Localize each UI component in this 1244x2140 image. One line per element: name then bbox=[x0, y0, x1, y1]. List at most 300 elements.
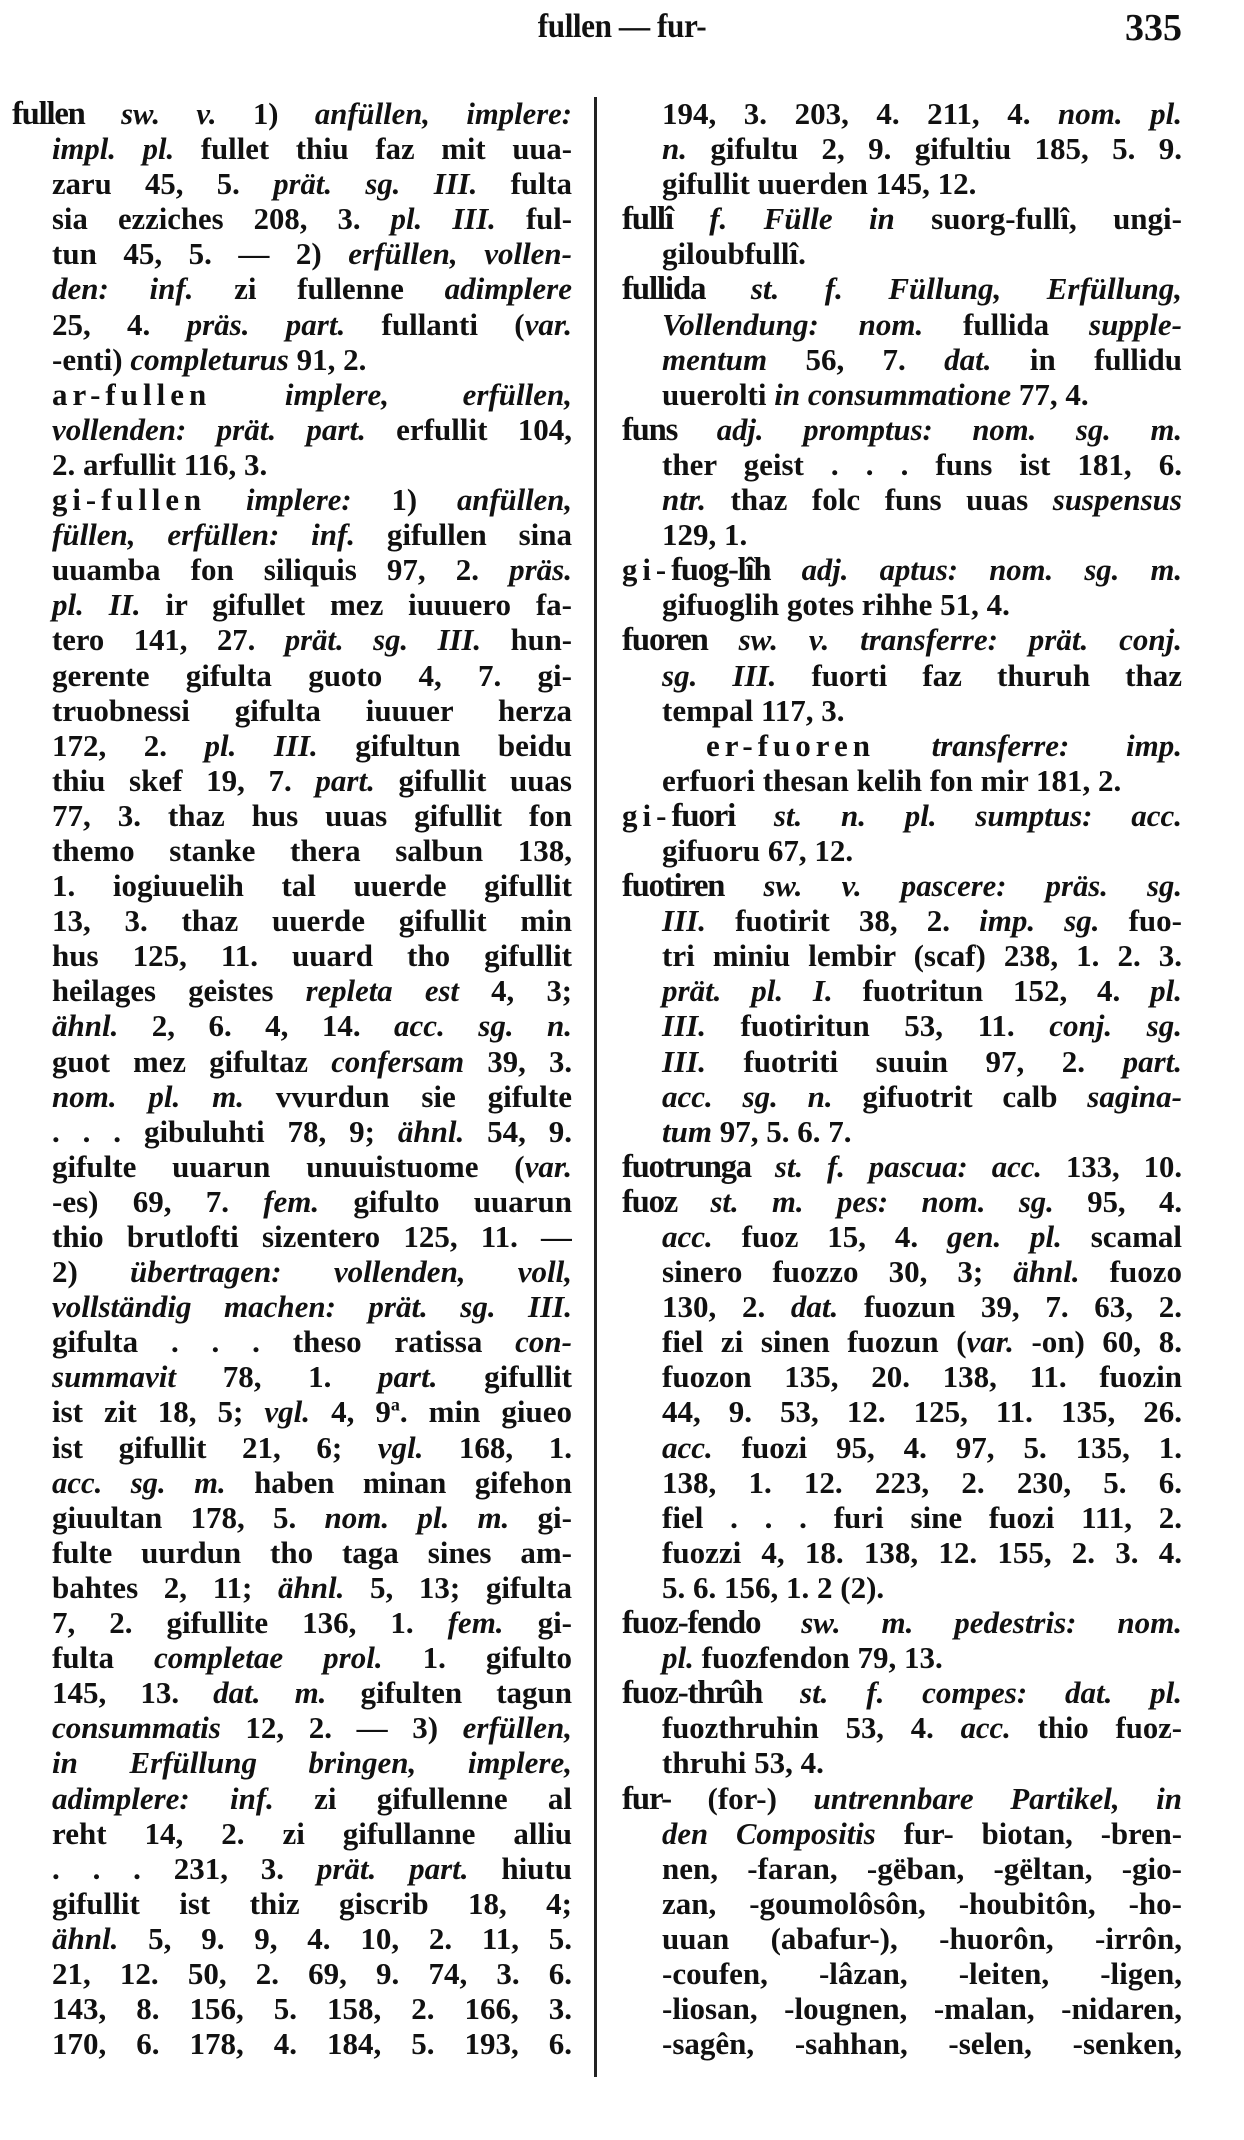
text: hun- bbox=[481, 623, 572, 658]
text: reht 14, 2. zi gifullanne alliu bbox=[52, 1815, 572, 1851]
entry-text-line bbox=[12, 1044, 572, 1079]
text: fuozun 39, 7. 63, 2. bbox=[838, 1289, 1182, 1325]
text: tero 141, 27. bbox=[52, 623, 285, 658]
italic-gloss: st. f. compes: dat. pl. bbox=[800, 1675, 1182, 1711]
text: thruhi 53, 4. bbox=[662, 1745, 824, 1781]
entry-text-line bbox=[622, 973, 1182, 1008]
text: nen, -faran, -gëban, -gëltan, -gio- bbox=[662, 1850, 1182, 1886]
entry-text-line bbox=[12, 728, 572, 763]
entry-text-line bbox=[12, 1289, 572, 1324]
italic-gloss: prät. pl. I. bbox=[662, 973, 833, 1009]
italic-gloss: st. m. pes: nom. sg. bbox=[710, 1184, 1054, 1219]
text: -sagên, -sahhan, -selen, -senken, bbox=[662, 2026, 1182, 2062]
italic-gloss: conj. sg. bbox=[1049, 1008, 1182, 1044]
entry-headword-line bbox=[622, 1149, 1182, 1184]
text: thaz folc funs uuas bbox=[705, 482, 1053, 518]
italic-gloss: n. bbox=[662, 131, 687, 167]
entry-text-line bbox=[622, 482, 1182, 517]
running-head: fullen — fur- bbox=[537, 8, 707, 45]
entry-text-line bbox=[12, 236, 572, 271]
text: fiel . . . furi sine fuozi 111, 2. bbox=[662, 1499, 1182, 1535]
entry-text-line bbox=[12, 1991, 572, 2026]
italic-gloss: acc. sg. n. bbox=[394, 1008, 572, 1044]
italic-gloss: adj. promptus: nom. sg. m. bbox=[716, 412, 1182, 447]
italic-gloss: nom. pl. m. bbox=[52, 1078, 244, 1114]
entry-text-line bbox=[12, 693, 572, 728]
text bbox=[735, 798, 774, 833]
italic-gloss: anfüllen, bbox=[456, 483, 572, 518]
text: suorg-fullî, ungi- bbox=[894, 201, 1182, 237]
text: fuozo bbox=[1079, 1254, 1182, 1290]
text: thiu skef 19, 7. bbox=[52, 762, 316, 798]
headword: fullî bbox=[622, 201, 673, 237]
entry-text-line bbox=[12, 1079, 572, 1114]
italic-gloss: implere: bbox=[245, 483, 352, 518]
text: fur- biotan, -bren- bbox=[875, 1816, 1182, 1851]
text bbox=[677, 413, 717, 447]
italic-gloss: adj. aptus: nom. sg. m. bbox=[801, 553, 1182, 588]
text: 44, 9. 53, 12. 125, 11. 135, 26. bbox=[662, 1394, 1182, 1430]
entry-text-line bbox=[622, 166, 1182, 201]
spaced-headword: gi- bbox=[622, 797, 672, 833]
italic-gloss: III. bbox=[662, 903, 706, 939]
text: fullet thiu faz mit uua- bbox=[174, 132, 572, 167]
italic-gloss: completae prol. bbox=[154, 1640, 383, 1676]
entry-text-line bbox=[12, 1465, 572, 1500]
text: fullida bbox=[923, 306, 1089, 342]
text: gifuotrit calb bbox=[832, 1078, 1088, 1114]
text: 5, 13; gifulta bbox=[344, 1569, 572, 1605]
entry-text-line bbox=[12, 1675, 572, 1710]
text: ir gifullet mez iuuuero fa- bbox=[140, 587, 572, 623]
entry-text-line bbox=[622, 131, 1182, 166]
italic-gloss: in Erfüllung bringen, implere, bbox=[52, 1745, 572, 1781]
text: gifullit uuerden 145, 12. bbox=[662, 166, 977, 202]
entry-text-line bbox=[12, 271, 572, 306]
italic-gloss: dat. bbox=[790, 1289, 839, 1325]
text: 138, 1. 12. 223, 2. 230, 5. 6. bbox=[662, 1464, 1182, 1500]
entry-text-line bbox=[12, 131, 572, 166]
italic-gloss: ähnl. bbox=[277, 1569, 345, 1605]
spaced-headword: er-fuoren bbox=[706, 727, 875, 763]
entry-headword-line bbox=[12, 96, 572, 131]
italic-gloss: repleta est bbox=[305, 974, 459, 1009]
entry-text-line bbox=[12, 166, 572, 201]
page-number: 335 bbox=[1125, 7, 1182, 49]
italic-gloss: acc. bbox=[960, 1711, 1011, 1746]
entry-text-line bbox=[12, 552, 572, 587]
headword: fuori bbox=[671, 797, 736, 833]
italic-gloss: ntr. bbox=[662, 482, 706, 518]
entry-text-line bbox=[622, 1886, 1182, 1921]
italic-gloss: ähnl. bbox=[397, 1113, 465, 1149]
headword: funs bbox=[622, 411, 678, 447]
entry-headword-line bbox=[622, 798, 1182, 833]
text: . min giueo bbox=[399, 1394, 572, 1430]
text: 78, 1. bbox=[176, 1359, 379, 1395]
text: 1. iogiuuelih tal uuerde gifullit bbox=[52, 868, 572, 904]
entry-text-line bbox=[622, 517, 1182, 552]
italic-gloss: prät. part. bbox=[316, 1850, 469, 1886]
text: gifultu 2, 9. gifultiu 185, 5. 9. bbox=[687, 131, 1182, 167]
text bbox=[708, 622, 739, 657]
italic-gloss: pl. bbox=[662, 1640, 694, 1676]
text: -enti) bbox=[52, 341, 131, 377]
text: 172, 2. bbox=[52, 727, 205, 763]
italic-gloss: supple- bbox=[1089, 306, 1182, 342]
italic-gloss: pl. III. bbox=[204, 727, 318, 763]
text: heilages geistes bbox=[52, 974, 306, 1009]
text: ful- bbox=[495, 202, 572, 237]
italic-gloss: präs. part. bbox=[186, 306, 346, 342]
text: zaru 45, 5. bbox=[52, 167, 274, 202]
text: thio brutlofti sizentero 125, 11. — bbox=[52, 1219, 572, 1254]
text: 25, 4. bbox=[52, 306, 187, 342]
entry-text-line bbox=[622, 1710, 1182, 1745]
entry-text-line bbox=[622, 763, 1182, 798]
text: hus 125, 11. uuard tho gifullit bbox=[52, 938, 572, 974]
entry-text-line bbox=[622, 1079, 1182, 1114]
italic-gloss: adimplere: inf. bbox=[52, 1780, 274, 1816]
italic-gloss: acc. bbox=[662, 1429, 713, 1465]
text bbox=[770, 553, 801, 587]
entry-text-line bbox=[12, 903, 572, 938]
text: ther geist . . . funs ist 181, 6. bbox=[662, 446, 1182, 482]
entry-text-line bbox=[12, 1149, 572, 1184]
text bbox=[85, 97, 121, 131]
entry-text-line bbox=[622, 1289, 1182, 1324]
text: fuozi 95, 4. 97, 5. 135, 1. bbox=[712, 1429, 1182, 1465]
entry-headword-line bbox=[622, 1605, 1182, 1640]
text: haben minan gifehon bbox=[225, 1465, 572, 1500]
italic-gloss: impl. pl. bbox=[52, 132, 175, 167]
entry-text-line bbox=[12, 587, 572, 622]
italic-gloss: implere, erfüllen, bbox=[284, 376, 572, 412]
italic-gloss: untrennbare Partikel, in bbox=[813, 1780, 1182, 1816]
text: ist zit 18, 5; bbox=[52, 1394, 265, 1430]
text bbox=[677, 1185, 710, 1219]
text: 2, 6. 4, 14. bbox=[118, 1008, 395, 1044]
entry-text-line bbox=[622, 1359, 1182, 1394]
text: gifullen sina bbox=[355, 517, 572, 553]
italic-gloss: part. bbox=[1122, 1043, 1182, 1079]
text: fullanti ( bbox=[345, 306, 525, 342]
text: 2. arfullit 116, 3. bbox=[52, 446, 268, 482]
entry-text-line bbox=[622, 1219, 1182, 1254]
italic-gloss: st. n. pl. sumptus: acc. bbox=[773, 797, 1182, 833]
italic-gloss: ähnl. bbox=[52, 1008, 119, 1044]
superscript: a bbox=[390, 1395, 400, 1416]
text: truobnessi gifulta iuuuer herza bbox=[52, 692, 572, 728]
text: bahtes 2, 11; bbox=[52, 1569, 278, 1605]
italic-gloss: consummatis bbox=[52, 1710, 221, 1746]
italic-gloss: transferre: imp. bbox=[931, 727, 1182, 763]
italic-gloss: füllen, erfüllen: inf. bbox=[52, 517, 356, 553]
italic-gloss: ähnl. bbox=[1013, 1254, 1080, 1290]
text: 129, 1. bbox=[662, 517, 748, 553]
text: fuotirit 38, 2. bbox=[705, 903, 980, 939]
entry-text-line bbox=[622, 833, 1182, 868]
text: -coufen, -lâzan, -leiten, -ligen, bbox=[662, 1955, 1182, 1991]
entry-headword-line bbox=[622, 1184, 1182, 1219]
entry-text-line bbox=[12, 1500, 572, 1535]
text: gifulta . . . theso ratissa bbox=[52, 1324, 516, 1360]
entry-text-line bbox=[622, 1324, 1182, 1359]
italic-gloss: III. bbox=[662, 1043, 706, 1079]
entry-text-line bbox=[622, 1394, 1182, 1429]
entry-text-line bbox=[622, 307, 1182, 342]
text: -liosan, -lougnen, -malan, -nidaren, bbox=[662, 1991, 1182, 2027]
text: fulta bbox=[477, 167, 572, 202]
entry-text-line bbox=[622, 236, 1182, 271]
text: . . . gibuluhti 78, 9; bbox=[52, 1113, 398, 1149]
italic-gloss: den Compositis bbox=[662, 1816, 876, 1851]
spaced-headword: ar-fullen bbox=[52, 376, 212, 412]
text: gi- bbox=[503, 1605, 572, 1641]
entry-text-line bbox=[12, 1008, 572, 1043]
text: zi fullenne bbox=[193, 271, 445, 307]
italic-gloss: vollenden: prät. part. bbox=[52, 411, 366, 447]
text: fulta bbox=[52, 1640, 155, 1676]
italic-gloss: III. bbox=[662, 1008, 706, 1044]
text: themo stanke thera salbun 138, bbox=[52, 832, 572, 868]
text: gifulto uuarun bbox=[319, 1183, 572, 1219]
italic-gloss: var. bbox=[966, 1324, 1014, 1360]
text: gifuoglih gotes rihhe 51, 4. bbox=[662, 587, 1010, 623]
entry-text-line bbox=[622, 342, 1182, 377]
entry-text-line bbox=[12, 201, 572, 236]
entry-text-line bbox=[12, 1359, 572, 1394]
text: in fullidu bbox=[991, 341, 1182, 377]
text: tempal 117, 3. bbox=[662, 692, 845, 728]
text: uuerolti bbox=[662, 376, 775, 412]
entry-text-line bbox=[622, 1254, 1182, 1289]
headword: fuotrunga bbox=[622, 1148, 751, 1184]
text: 130, 2. bbox=[662, 1289, 791, 1325]
text: fuoz 15, 4. bbox=[712, 1219, 947, 1254]
text: 7, 2. gifullite 136, 1. bbox=[52, 1605, 448, 1641]
entry-text-line bbox=[622, 447, 1182, 482]
italic-gloss: st. f. Füllung, Erfüllung, bbox=[750, 271, 1182, 307]
text: 77, 3. thaz hus uuas gifullit fon bbox=[52, 797, 572, 833]
entry-text-line bbox=[622, 903, 1182, 938]
text: (for-) bbox=[670, 1780, 814, 1816]
text: fiel zi sinen fuozun ( bbox=[662, 1324, 967, 1360]
entry-headword-line bbox=[622, 412, 1182, 447]
italic-gloss: adimplere bbox=[444, 271, 572, 307]
subentry-line bbox=[12, 377, 572, 412]
entry-text-line bbox=[622, 1640, 1182, 1675]
entry-text-line bbox=[622, 377, 1182, 412]
text: fuorti faz thuruh thaz bbox=[776, 657, 1182, 693]
text: -es) 69, 7. bbox=[52, 1183, 264, 1219]
entry-text-line bbox=[622, 587, 1182, 622]
entry-text-line bbox=[12, 1745, 572, 1780]
text: hiutu bbox=[468, 1850, 572, 1886]
text bbox=[751, 1150, 775, 1184]
text: gifuoru 67, 12. bbox=[662, 832, 854, 868]
italic-gloss: var. bbox=[524, 1148, 572, 1184]
headword: fuog-lîh bbox=[671, 552, 771, 588]
text: 4, 9 bbox=[310, 1394, 391, 1430]
text: 5, 9. 9, 4. 10, 2. 11, 5. bbox=[118, 1920, 572, 1956]
text: 2) bbox=[52, 1254, 131, 1290]
italic-gloss: nom. pl. m. bbox=[324, 1499, 510, 1535]
text: thio fuoz- bbox=[1010, 1711, 1182, 1746]
text: giuultan 178, 5. bbox=[52, 1499, 325, 1535]
italic-gloss: sw. m. pedestris: nom. bbox=[801, 1605, 1182, 1641]
entry-text-line bbox=[12, 1781, 572, 1816]
text: sinero fuozzo 30, 3; bbox=[662, 1254, 1014, 1290]
text: gifullit uuas bbox=[374, 762, 572, 798]
text: gi- bbox=[509, 1499, 572, 1535]
italic-gloss: ähnl. bbox=[52, 1920, 119, 1956]
text: 5. 6. 156, 1. 2 (2). bbox=[662, 1569, 885, 1605]
text bbox=[705, 271, 751, 306]
text: 97, 5. 6. 7. bbox=[711, 1113, 852, 1149]
entry-text-line bbox=[622, 1851, 1182, 1886]
entry-text-line bbox=[622, 1816, 1182, 1851]
italic-gloss: sw. v. transferre: prät. conj. bbox=[738, 622, 1182, 658]
text: 1) bbox=[351, 483, 457, 518]
text: gifulte uuarun unuuistuome ( bbox=[52, 1148, 525, 1184]
entry-text-line bbox=[12, 1324, 572, 1359]
entry-text-line bbox=[12, 517, 572, 552]
text: 21, 12. 50, 2. 69, 9. 74, 3. 6. bbox=[52, 1955, 572, 1991]
text: 39, 3. bbox=[464, 1044, 572, 1079]
italic-gloss: fem. bbox=[447, 1605, 504, 1641]
italic-gloss: dat. m. bbox=[213, 1675, 327, 1711]
column-divider bbox=[594, 97, 597, 2077]
entry-text-line bbox=[12, 307, 572, 342]
entry-text-line bbox=[12, 1219, 572, 1254]
text bbox=[875, 728, 932, 763]
text: vvurdun sie gifulte bbox=[243, 1078, 572, 1114]
entry-headword-line bbox=[622, 1675, 1182, 1710]
text: 133, 10. bbox=[1041, 1149, 1182, 1184]
entry-text-line bbox=[622, 1921, 1182, 1956]
italic-gloss: gen. pl. bbox=[946, 1219, 1062, 1254]
entry-text-line bbox=[12, 1710, 572, 1745]
text: 77, 4. bbox=[1011, 376, 1089, 412]
entry-text-line bbox=[12, 1886, 572, 1921]
italic-gloss: tum bbox=[662, 1113, 712, 1149]
entry-text-line bbox=[622, 1430, 1182, 1465]
entry-text-line bbox=[12, 622, 572, 657]
text: fuozthruhin 53, 4. bbox=[662, 1711, 961, 1746]
italic-gloss: sg. III. bbox=[662, 657, 777, 693]
text: scamal bbox=[1061, 1219, 1182, 1254]
text: 143, 8. 156, 5. 158, 2. 166, 3. bbox=[52, 1991, 572, 2027]
text bbox=[211, 377, 285, 412]
text: 194, 3. 203, 4. 211, 4. bbox=[662, 96, 1058, 131]
italic-gloss: con- bbox=[515, 1324, 572, 1360]
italic-gloss: prät. sg. III. bbox=[284, 623, 482, 658]
text: gerente gifulta guoto 4, 7. gi- bbox=[52, 657, 572, 693]
dictionary-column-right bbox=[622, 96, 1182, 2061]
entry-text-line bbox=[12, 798, 572, 833]
text: uuan (abafur-), -huorôn, -irrôn, bbox=[662, 1920, 1182, 1956]
entry-text-line bbox=[622, 2026, 1182, 2061]
entry-text-line bbox=[12, 1254, 572, 1289]
text: . . . 231, 3. bbox=[52, 1850, 317, 1886]
italic-gloss: confersam bbox=[331, 1044, 465, 1079]
text: guot mez gifultaz bbox=[52, 1044, 332, 1079]
entry-text-line bbox=[12, 1605, 572, 1640]
text: fuozon 135, 20. 138, 11. fuozin bbox=[662, 1359, 1182, 1395]
text: gifultun beidu bbox=[317, 727, 572, 763]
entry-text-line bbox=[12, 1816, 572, 1851]
text: fuotritun 152, 4. bbox=[832, 973, 1151, 1009]
entry-text-line bbox=[12, 2026, 572, 2061]
text: fuotiritun 53, 11. bbox=[705, 1008, 1050, 1044]
italic-gloss: präs. bbox=[509, 552, 572, 588]
italic-gloss: übertragen: vollenden, voll, bbox=[130, 1254, 572, 1290]
italic-gloss: completurus bbox=[130, 341, 289, 377]
entry-text-line bbox=[12, 1570, 572, 1605]
entry-text-line bbox=[12, 1535, 572, 1570]
entry-text-line bbox=[622, 1008, 1182, 1043]
text: zan, -goumolôsôn, -houbitôn, -ho- bbox=[662, 1885, 1182, 1921]
entry-text-line bbox=[12, 833, 572, 868]
entry-text-line bbox=[622, 658, 1182, 693]
headword: fullen bbox=[12, 96, 85, 132]
headword: fuoz-thrûh bbox=[622, 1675, 763, 1711]
headword: fuoz bbox=[622, 1183, 678, 1219]
text: 12, 2. — 3) bbox=[220, 1710, 463, 1746]
entry-text-line bbox=[622, 1500, 1182, 1535]
italic-gloss: acc. sg. m. bbox=[52, 1465, 226, 1500]
text: 1) bbox=[216, 97, 315, 131]
text: -on) 60, 8. bbox=[1013, 1324, 1182, 1360]
italic-gloss: pl. III. bbox=[390, 202, 496, 237]
headword: fullida bbox=[622, 271, 706, 307]
entry-text-line bbox=[622, 1535, 1182, 1570]
text: 56, 7. bbox=[767, 341, 945, 377]
italic-gloss: anfüllen, implere: bbox=[314, 97, 572, 131]
text: gifullit ist thiz giscrib 18, 4; bbox=[52, 1885, 572, 1921]
italic-gloss: prät. sg. III. bbox=[273, 167, 478, 202]
italic-gloss: vgl. bbox=[377, 1429, 424, 1465]
entry-text-line bbox=[622, 1465, 1182, 1500]
entry-text-line bbox=[12, 938, 572, 973]
subentry-line bbox=[12, 482, 572, 517]
entry-text-line bbox=[12, 973, 572, 1008]
text bbox=[762, 1675, 800, 1710]
entry-headword-line bbox=[622, 622, 1182, 657]
italic-gloss: part. bbox=[315, 762, 375, 798]
entry-headword-line bbox=[622, 1781, 1182, 1816]
italic-gloss: st. f. pascua: acc. bbox=[774, 1149, 1042, 1184]
headword: fuoz-fendo bbox=[622, 1605, 761, 1641]
italic-gloss: mentum bbox=[662, 341, 768, 377]
text: sia ezziches 208, 3. bbox=[52, 202, 391, 237]
entry-text-line bbox=[622, 1114, 1182, 1149]
text: 4, 3; bbox=[458, 974, 572, 1009]
text: 170, 6. 178, 4. 184, 5. 193, 6. bbox=[52, 2026, 572, 2062]
text: fulte uurdun tho taga sines am- bbox=[52, 1534, 572, 1570]
headword: fur- bbox=[622, 1780, 671, 1816]
text: fuozfendon 79, 13. bbox=[693, 1640, 943, 1676]
entry-text-line bbox=[12, 1394, 572, 1429]
entry-headword-line bbox=[622, 552, 1182, 587]
italic-gloss: sagina- bbox=[1087, 1078, 1182, 1114]
text: 1. gifulto bbox=[382, 1640, 572, 1676]
italic-gloss: pl. II. bbox=[52, 587, 141, 623]
spaced-headword: gi- bbox=[622, 553, 672, 588]
italic-gloss: dat. bbox=[944, 341, 992, 377]
italic-gloss: erfüllen, bbox=[462, 1710, 572, 1746]
